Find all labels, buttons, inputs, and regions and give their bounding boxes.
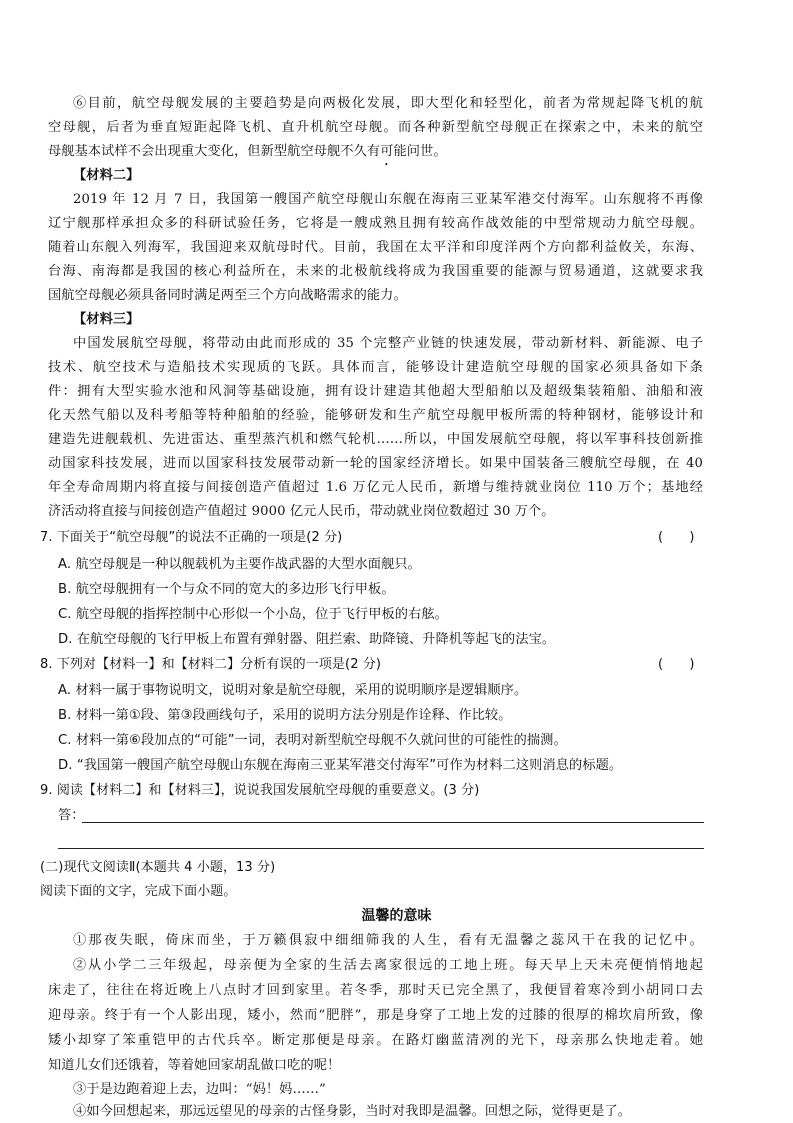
- material2-line1: 2019 年 12 月 7 日，我国第一艘国产航空母舰山东舰在海南三亚某军港交付海军。山东舰将不再像: [73, 192, 703, 207]
- article-p1: ①那夜失眠，倚床而坐，于万籁俱寂中细细筛我的人生，看有无温馨之蕊风干在我的记忆中。: [73, 933, 703, 948]
- answer-line-2[interactable]: [58, 848, 704, 849]
- material2-line5: 国航空母舰必须具备同时满足两至三个方向战略需求的能力。: [48, 288, 407, 303]
- article-title: 温馨的意味: [361, 908, 432, 924]
- answer-paren-7[interactable]: ( ): [658, 530, 695, 545]
- material3-line1: 中国发展航空母舰，将带动由此而形成的 35 个完整产业链的快速发展，带动新材料、新能源、电子: [73, 336, 703, 351]
- material2-line4: 台海、南海都是我国的核心利益所在，未来的北极航线将成为我国重要的能源与贸易通道，这就要求我: [48, 264, 703, 279]
- material2-line3: 随着山东舰入列海军，我国迎来双航母时代。目前，我国在太平洋和印度洋两个方向都利益攸关，东海、: [48, 240, 703, 255]
- q7-option-a[interactable]: A. 航空母舰是一种以舰载机为主要作战武器的大型水面舰只。: [58, 557, 421, 572]
- passage-p6-line2: 空母舰，后者为垂直短距起降飞机、直升机航空母舰。而各种新型航空母舰正在探索之中，未来的航空: [48, 120, 703, 135]
- passage-p6-line3: 母舰基本试样不会出现重大变化，但新型航空母舰不久有可能问世。: [48, 144, 447, 159]
- material3-heading: 【材料三】: [73, 312, 140, 327]
- material2-line2: 辽宁舰那样承担众多的科研试验任务，它将是一艘成熟且拥有较高作战效能的中型常规动力航空母舰。: [48, 216, 703, 231]
- section2-instruction: 阅读下面的文字，完成下面小题。: [40, 884, 237, 899]
- emphasis-dots: 可能: [380, 144, 407, 159]
- material3-line5: 建造先进舰载机、先进雷达、重型蒸汽机和燃气轮机……所以，中国发展航空母舰，将以军事科技创新推: [48, 432, 703, 447]
- answer-label: 答：: [58, 808, 85, 823]
- material3-line3: 件：拥有大型实验水池和风洞等基础设施，拥有设计建造其他超大型船舶以及超级集装箱船、油船和液: [48, 384, 703, 399]
- material3-line6: 动国家科技发展，进而以国家科技发展带动新一轮的国家经济增长。如果中国装备三艘航空母舰，在 40: [48, 456, 703, 471]
- material3-line8: 济活动将直接与间接创造产值超过 9000 亿元人民币，带动就业岗位数超过 30 万个。: [48, 504, 555, 519]
- article-p2-line4: 矮小却穿了笨重铠甲的古代兵卒。断定那便是母亲。在路灯幽蓝清冽的光下，母亲那么快地走着。她: [48, 1033, 703, 1048]
- question-9: 9. 阅读【材料二】和【材料三】，说说我国发展航空母舰的重要意义。(3 分): [40, 783, 480, 798]
- article-p4: ④如今回想起来，那远远望见的母亲的古怪身影，当时对我即是温馨。回想之际，觉得更是了。: [73, 1104, 632, 1119]
- material2-heading: 【材料二】: [73, 168, 140, 183]
- article-p2-line1: ②从小学二三年级起，母亲便为全家的生活去离家很远的工地上班。每天早上天未亮便悄悄地起: [73, 958, 703, 973]
- section2-heading: (二)现代文阅读Ⅱ(本题共 4 小题，13 分): [40, 860, 276, 875]
- article-p2-line3: 迎母亲。终于有一个人影出现，矮小，然而“肥胖”，那是身穿了工地上发的过膝的很厚的棉坎肩所致，像: [48, 1008, 703, 1023]
- article-p2-line2: 床走了，往往在将近晚上八点时才回到家里。若冬季，那时天已完全黑了，我便冒着寒冷到小胡同口去: [48, 983, 703, 998]
- q8-option-a[interactable]: A. 材料一属于事物说明文，说明对象是航空母舰，采用的说明顺序是逻辑顺序。: [58, 683, 528, 698]
- material3-line2: 技术、航空技术与造船技术实现质的飞跃。具体而言，能够设计建造航空母舰的国家必须具备如下条: [48, 360, 703, 375]
- q7-option-b[interactable]: B. 航空母舰拥有一个与众不同的宽大的多边形飞行甲板。: [58, 582, 395, 597]
- q7-option-d[interactable]: D. 在航空母舰的飞行甲板上布置有弹射器、阻拦索、助降镜、升降机等起飞的法宝。: [58, 632, 556, 647]
- material3-line4: 化天然气船以及科考船等特种船舶的经验，能够研发和生产航空母舰甲板所需的特种钢材，能够设计和: [48, 408, 703, 423]
- article-p2-line5: 知道儿女们还饿着，等着她回家胡乱做口吃的呢！: [48, 1058, 341, 1073]
- answer-paren-8[interactable]: ( ): [658, 657, 695, 672]
- q7-option-c[interactable]: C. 航空母舰的指挥控制中心形似一个小岛，位于飞行甲板的右舷。: [58, 607, 448, 622]
- passage-p6-line1: ⑥目前，航空母舰发展的主要趋势是向两极化发展，即大型化和轻型化，前者为常规起降飞机的航: [73, 96, 703, 111]
- question-7: 7. 下面关于“航空母舰”的说法不正确的一项是(2 分): [40, 530, 343, 545]
- answer-line-1[interactable]: [82, 822, 704, 823]
- q8-option-c[interactable]: C. 材料一第⑥段加点的“可能”一词，表明对新型航空母舰不久就问世的可能性的揣测。: [58, 733, 567, 748]
- q8-option-d[interactable]: D. “我国第一艘国产航空母舰山东舰在海南三亚某军港交付海军”可作为材料二这则消息的标题。: [58, 758, 623, 773]
- material3-line7: 年全寿命周期内将直接与间接创造产值超过 1.6 万亿元人民币，新增与维持就业岗位 110 万个；基地经: [48, 480, 703, 495]
- q8-option-b[interactable]: B. 材料一第①段、第③段画线句子，采用的说明方法分别是作诠释、作比较。: [58, 708, 512, 723]
- article-p3: ③于是边跑着迎上去，边叫：“妈！妈……”: [73, 1082, 326, 1097]
- question-8: 8. 下列对【材料一】和【材料二】分析有误的一项是(2 分): [40, 657, 382, 672]
